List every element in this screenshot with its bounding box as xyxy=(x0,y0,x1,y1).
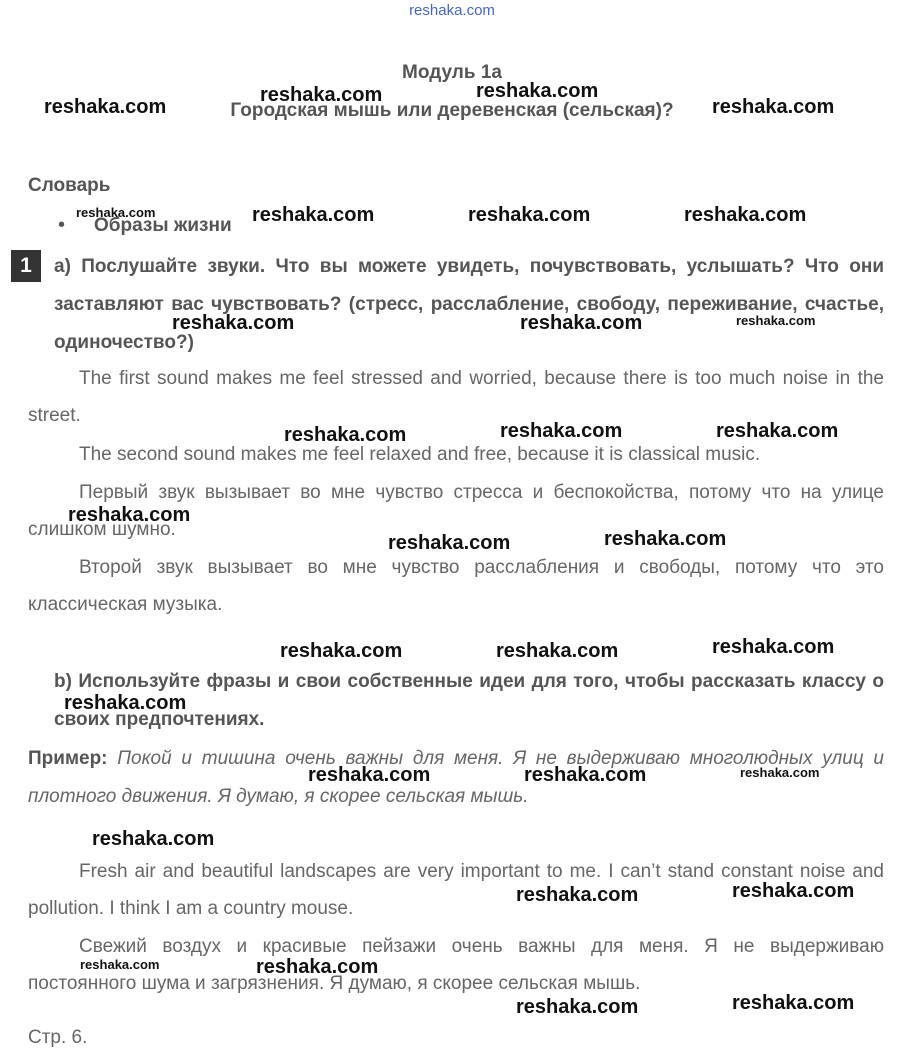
example-label: Пример: xyxy=(28,748,108,769)
vocabulary-heading: Словарь xyxy=(28,175,111,196)
watermark: reshaka.com xyxy=(716,420,839,442)
page-reference: Стр. 6. xyxy=(28,1027,88,1048)
answer-a-russian-1: Первый звук вызывает во мне чувство стресса и беспокойства, потому что на улице слишком шумно. xyxy=(28,482,884,540)
watermark: reshaka.com xyxy=(280,640,403,662)
watermark: reshaka.com xyxy=(712,636,835,658)
module-title: Модуль 1a xyxy=(402,62,502,83)
watermark: reshaka.com xyxy=(732,992,855,1014)
watermark: reshaka.com xyxy=(468,204,591,226)
task-a-instruction: a) Послушайте звуки. Что вы можете увидеть, почувствовать, услышать? Что они заставляют вас чувствовать? (стресс, расслабление, свободу, переживание, счастье, одиночество?) xyxy=(54,256,884,353)
module-subtitle: Городская мышь или деревенская (сельская)? xyxy=(230,100,674,121)
answer-b-english: Fresh air and beautiful landscapes are very important to me. I can’t stand constant noise and pollution. I think I am a country mouse. xyxy=(28,861,884,919)
answer-a-russian-2: Второй звук вызывает во мне чувство расслабления и свободы, потому что это классическая музыка. xyxy=(28,557,884,615)
watermark: reshaka.com xyxy=(252,204,375,226)
exercise-number-badge: 1 xyxy=(11,250,41,282)
watermark: reshaka.com xyxy=(44,96,167,118)
watermark: reshaka.com xyxy=(76,205,156,220)
watermark: reshaka.com xyxy=(604,528,727,550)
watermark: reshaka.com xyxy=(524,764,647,786)
watermark: reshaka.com xyxy=(256,956,379,978)
watermark: reshaka.com xyxy=(496,640,619,662)
watermark: reshaka.com xyxy=(260,84,383,106)
watermark: reshaka.com xyxy=(476,80,599,102)
example-text: Покой и тишина очень важны для меня. Я не выдерживаю многолюдных улиц и плотного движения. Я думаю, я скорее сельская мышь. xyxy=(28,748,884,807)
answer-a-english-1: The first sound makes me feel stressed and worried, because there is too much noise in the street. xyxy=(28,368,884,426)
watermark: reshaka.com xyxy=(736,313,816,328)
watermark: reshaka.com xyxy=(740,765,820,780)
watermark: reshaka.com xyxy=(68,504,191,526)
watermark: reshaka.com xyxy=(284,424,407,446)
watermark: reshaka.com xyxy=(92,828,215,850)
bullet-icon: • xyxy=(58,214,66,236)
watermark: reshaka.com xyxy=(500,420,623,442)
watermark: reshaka.com xyxy=(80,957,160,972)
watermark: reshaka.com xyxy=(520,312,643,334)
vocabulary-item: Образы жизни xyxy=(94,215,232,236)
answer-b-russian: Свежий воздух и красивые пейзажи очень важны для меня. Я не выдерживаю постоянного шума и загрязнения. Я думаю, я скорее сельская мышь. xyxy=(28,936,884,994)
watermark: reshaka.com xyxy=(388,532,511,554)
top-watermark: reshaka.com xyxy=(409,2,495,19)
answer-a-english-2: The second sound makes me feel relaxed and free, because it is classical music. xyxy=(79,444,761,465)
watermark: reshaka.com xyxy=(172,312,295,334)
task-b-instruction: b) Используйте фразы и свои собственные идеи для того, чтобы рассказать классу о своих предпочтениях. xyxy=(54,671,884,730)
watermark: reshaka.com xyxy=(684,204,807,226)
watermark: reshaka.com xyxy=(732,880,855,902)
watermark: reshaka.com xyxy=(516,996,639,1018)
watermark: reshaka.com xyxy=(712,96,835,118)
watermark: reshaka.com xyxy=(516,884,639,906)
watermark: reshaka.com xyxy=(308,764,431,786)
watermark: reshaka.com xyxy=(64,692,187,714)
